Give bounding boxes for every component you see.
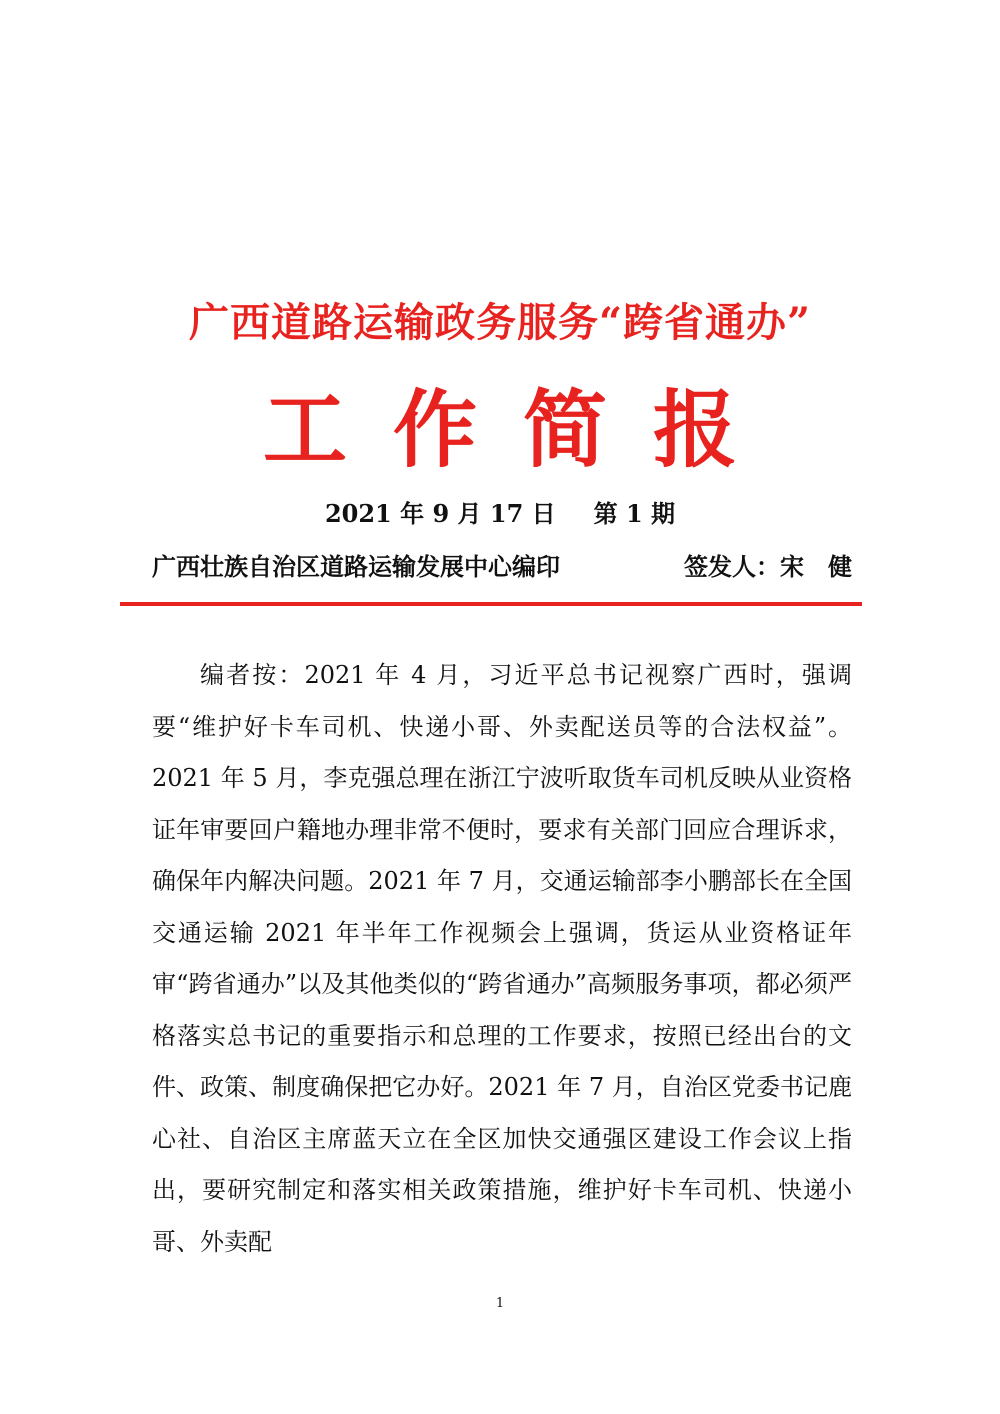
publisher-name: 广西壮族自治区道路运输发展中心编印 (152, 552, 560, 581)
issue-date: 2021 年 9 月 17 日 (324, 499, 556, 528)
issue-line (0, 494, 1000, 534)
issue-number: 第 1 期 (593, 499, 676, 528)
bulletin-brief-title: 工作简报 (262, 380, 783, 479)
red-divider-rule (120, 602, 862, 606)
publisher-line (152, 547, 852, 587)
editor-note-paragraph: 编者按：2021 年 4 月，习近平总书记视察广西时，强调要“维护好卡车司机、快递小哥、外卖配送员等的合法权益”。2021 年 5 月，李克强总理在浙江宁波听取货车司机反映从业资格证年审要回户籍地办理非常不便时，要求有关部门回应合理诉求，确保年内解决问题。2021 年 7 月，交通运输部李小鹏部长在全国交通运输 2021 年半年工作视频会上强调，货运从业资格证年审“跨省通办”以及其他类似的“跨省通办”高频服务事项，都必须严格落实总书记的重要指示和总理的工作要求，按照已经出台的文件、政策、制度确保把它办好。2021 年 7 月，自治区党委书记鹿心社、自治区主席蓝天立在全区加快交通强区建设工作会议上指出，要研究制定和落实相关政策措施，维护好卡车司机、快递小哥、外卖配 (152, 661, 852, 1256)
bulletin-header-title: 广西道路运输政务服务“跨省通办” (188, 299, 811, 346)
page-number: 1 (495, 1296, 505, 1311)
signer: 签发人：宋 健 (684, 552, 852, 581)
